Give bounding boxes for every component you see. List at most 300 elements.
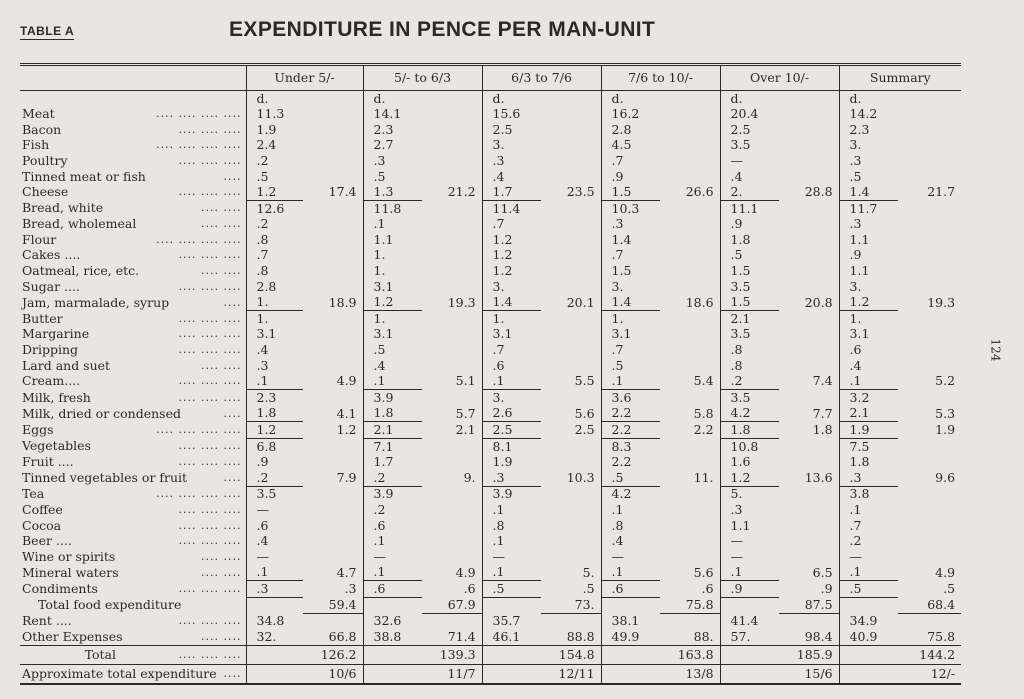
value-cell: 3. (839, 279, 898, 295)
subtotal-cell (541, 327, 601, 343)
value-cell: 1.6 (720, 455, 779, 471)
value-cell (246, 665, 303, 685)
subtotal-cell (541, 486, 601, 502)
subtotal-cell: 7.7 (812, 405, 833, 421)
subtotal-cell (541, 107, 601, 123)
subtotal-cell: .5 (943, 580, 956, 596)
subtotal-cell: 4.7 (336, 564, 357, 580)
approx-total-row (20, 665, 961, 685)
subtotal-cell (303, 107, 363, 123)
value-cell: .2 (246, 217, 303, 233)
value-cell: 1.2 (839, 295, 898, 311)
subtotal-cell (779, 486, 839, 502)
value-cell: 1.1 (839, 232, 898, 248)
value-cell: — (601, 549, 660, 565)
value-cell: 1.1 (839, 264, 898, 280)
subtotal-cell: 2.2 (693, 422, 714, 438)
column-header: Under 5/- (246, 65, 363, 91)
subtotal-cell (898, 138, 961, 154)
subtotal-cell (422, 169, 482, 185)
subtotal-cell (541, 279, 601, 295)
table-row (20, 232, 961, 248)
leader-dots: .... .... .... (178, 153, 242, 167)
value-cell: 2.1 (363, 422, 422, 439)
subtotal-cell (898, 502, 961, 518)
table-row (20, 169, 961, 185)
subtotal-cell (779, 390, 839, 406)
subtotal-cell: 6.5 (812, 564, 833, 580)
subtotal-cell (422, 455, 482, 471)
value-cell: .5 (601, 470, 660, 486)
subtotal-cell (660, 549, 720, 565)
row-label (20, 217, 246, 233)
row-label (20, 581, 246, 598)
value-cell: 15.6 (482, 107, 541, 123)
subtotal-cell: 4.9 (336, 373, 357, 389)
value-cell: .4 (482, 169, 541, 185)
value-cell: 4.2 (720, 406, 779, 422)
value-cell: 16.2 (601, 107, 660, 123)
subtotal-cell (779, 534, 839, 550)
subtotal-cell (422, 264, 482, 280)
value-cell: .1 (839, 374, 898, 390)
subtotal-cell: .6 (463, 580, 476, 596)
value-cell: 3. (482, 390, 541, 406)
value-cell: 11.8 (363, 201, 422, 217)
subtotal-cell: .6 (701, 580, 714, 596)
subtotal-cell (541, 91, 601, 107)
subtotal-cell (898, 311, 961, 327)
row-label (20, 549, 246, 565)
row-label-text: Bacon (22, 122, 62, 137)
value-cell: .2 (720, 374, 779, 390)
subtotal-cell (422, 279, 482, 295)
table-row (20, 201, 961, 217)
subtotal-cell: 7.9 (336, 470, 357, 486)
subtotal-cell: 66.8 (328, 629, 357, 645)
table-row (20, 486, 961, 502)
subtotal-cell: .3 (344, 580, 357, 596)
table-row (20, 295, 961, 311)
value-cell: .6 (482, 358, 541, 374)
subtotal-cell (660, 201, 720, 217)
subtotal-cell (422, 122, 482, 138)
row-label (20, 201, 246, 217)
subtotal-cell: 126.2 (303, 646, 363, 665)
subtotal-cell (541, 169, 601, 185)
unit-label: d. (720, 91, 779, 107)
subtotal-cell (303, 91, 363, 107)
value-cell: .3 (839, 470, 898, 486)
subtotal-cell (303, 311, 363, 327)
value-cell: 1.3 (363, 185, 422, 201)
value-cell: 3.1 (839, 327, 898, 343)
subtotal-cell: 71.4 (447, 629, 476, 645)
value-cell: .3 (482, 470, 541, 486)
value-cell: 1.9 (482, 455, 541, 471)
row-label (20, 185, 246, 201)
leader-dots: .... (223, 295, 242, 309)
value-cell: 32. (246, 630, 303, 646)
subtotal-cell (779, 201, 839, 217)
value-cell: 14.1 (363, 107, 422, 123)
subtotal-cell (660, 248, 720, 264)
leader-dots: .... .... .... (178, 518, 242, 532)
row-label-text: Vegetables (22, 438, 91, 454)
column-header: 7/6 to 10/- (601, 65, 720, 91)
row-label-text: Wine or spirits (22, 549, 116, 564)
row-label (20, 534, 246, 550)
value-cell: 1.1 (363, 232, 422, 248)
value-cell: 2.4 (246, 138, 303, 154)
leader-dots: .... .... .... .... (156, 232, 242, 246)
row-label (20, 598, 246, 614)
value-cell: .8 (482, 518, 541, 534)
subtotal-cell (660, 91, 720, 107)
value-cell (839, 598, 898, 614)
row-label (20, 358, 246, 374)
row-label-text: Cheese (22, 184, 69, 200)
value-cell: .7 (839, 518, 898, 534)
row-label-text: Milk, dried or condensed (22, 405, 181, 421)
value-cell: .1 (601, 374, 660, 390)
row-label (20, 455, 246, 471)
subtotal-cell: .9 (820, 580, 833, 596)
unit-label: d. (246, 91, 303, 107)
value-cell: .1 (482, 534, 541, 550)
row-label (20, 374, 246, 390)
subtotal-cell (779, 264, 839, 280)
row-label-text: Bread, wholemeal (22, 216, 137, 232)
subtotal-cell (303, 232, 363, 248)
value-cell: 8.1 (482, 439, 541, 455)
subtotal-cell: 19.3 (447, 294, 476, 310)
value-cell: 1.1 (720, 518, 779, 534)
value-cell: 3. (839, 138, 898, 154)
value-cell: .6 (246, 518, 303, 534)
value-cell: .3 (482, 153, 541, 169)
value-cell: .2 (839, 534, 898, 550)
subtotal-cell (422, 518, 482, 534)
value-cell (839, 646, 898, 665)
table-row (20, 439, 961, 455)
table-row (20, 153, 961, 169)
subtotal-cell (660, 169, 720, 185)
value-cell: 1.4 (839, 185, 898, 201)
row-label (20, 327, 246, 343)
subtotal-cell (660, 327, 720, 343)
leader-dots: .... .... .... (178, 648, 242, 662)
leader-dots: .... .... .... (178, 502, 242, 516)
value-cell: .4 (720, 169, 779, 185)
value-cell: .8 (601, 518, 660, 534)
subtotal-cell (541, 502, 601, 518)
subtotal-cell (660, 358, 720, 374)
value-cell (246, 598, 303, 614)
row-label-text: Mineral waters (22, 564, 119, 580)
leader-dots: .... .... (201, 565, 242, 579)
subtotal-cell (422, 358, 482, 374)
subtotal-cell (779, 549, 839, 565)
value-cell: 2.3 (246, 390, 303, 406)
value-cell: 1. (363, 248, 422, 264)
subtotal-cell (898, 390, 961, 406)
value-cell: .1 (246, 565, 303, 581)
subtotal-cell (779, 217, 839, 233)
row-label-text: Fish (22, 137, 50, 153)
value-cell: .7 (601, 248, 660, 264)
table-row (20, 138, 961, 154)
row-label (20, 91, 246, 107)
value-cell: 57. (720, 630, 779, 646)
value-cell: .3 (246, 581, 303, 598)
subtotal-cell: 5.4 (693, 373, 714, 389)
value-cell: 1. (601, 311, 660, 327)
value-cell: 1.8 (363, 406, 422, 422)
row-label (20, 646, 246, 665)
value-cell: 1.8 (720, 232, 779, 248)
subtotal-cell (541, 201, 601, 217)
subtotal-cell: 67.9 (422, 598, 482, 614)
subtotal-cell: 5.1 (455, 373, 476, 389)
table-row (20, 565, 961, 581)
subtotal-cell (898, 549, 961, 565)
subtotal-cell: 154.8 (541, 646, 601, 665)
leader-dots: .... .... .... (178, 581, 242, 595)
value-cell: .1 (363, 374, 422, 390)
value-cell: 38.8 (363, 630, 422, 646)
value-cell: 2.7 (363, 138, 422, 154)
value-cell: 3.1 (363, 327, 422, 343)
value-cell: .3 (601, 217, 660, 233)
subtotal-cell (779, 153, 839, 169)
value-cell: 1.8 (720, 422, 779, 439)
subtotal-cell: 20.1 (566, 294, 595, 310)
leader-dots: .... .... (201, 264, 242, 278)
value-cell: .8 (246, 264, 303, 280)
leader-dots: .... (223, 169, 242, 183)
page-title: EXPENDITURE IN PENCE PER MAN-UNIT (229, 18, 656, 41)
subtotal-cell: 23.5 (566, 184, 595, 200)
subtotal-cell (422, 390, 482, 406)
value-cell: .4 (601, 534, 660, 550)
leader-dots: .... .... .... (178, 327, 242, 341)
subtotal-cell: 11/7 (447, 666, 476, 682)
subtotal-cell: 5.7 (455, 405, 476, 421)
value-cell: 1. (363, 311, 422, 327)
subtotal-cell (422, 534, 482, 550)
subtotal-cell (303, 279, 363, 295)
row-label (20, 486, 246, 502)
value-cell: .7 (601, 153, 660, 169)
subtotal-cell: 75.8 (927, 629, 956, 645)
value-cell: 2.2 (601, 455, 660, 471)
subtotal-cell (660, 502, 720, 518)
subtotal-cell: 9.6 (935, 470, 956, 486)
value-cell: 2.5 (482, 422, 541, 439)
subtotal-cell (303, 343, 363, 359)
leader-dots: .... .... (201, 217, 242, 231)
leader-dots: .... .... .... (178, 390, 242, 404)
value-cell: 3. (482, 138, 541, 154)
subtotal-cell (660, 217, 720, 233)
value-cell: .1 (839, 565, 898, 581)
subtotal-cell: 5.3 (935, 405, 956, 421)
subtotal-cell: 5.6 (693, 564, 714, 580)
value-cell: 1.2 (482, 248, 541, 264)
value-cell: 1.2 (363, 295, 422, 311)
row-label-text: Coffee (22, 502, 63, 517)
subtotal-cell (660, 122, 720, 138)
subtotal-cell (660, 264, 720, 280)
leader-dots: .... .... .... .... (156, 423, 242, 437)
value-cell: 11.3 (246, 107, 303, 123)
value-cell: .1 (601, 565, 660, 581)
subtotal-cell: 10/6 (328, 666, 357, 682)
subtotal-cell (303, 486, 363, 502)
subtotal-cell: 87.5 (779, 598, 839, 614)
subtotal-cell (541, 518, 601, 534)
subtotal-cell: 88. (693, 629, 714, 645)
value-cell (720, 646, 779, 665)
row-label-text: Oatmeal, rice, etc. (22, 263, 140, 279)
value-cell: .2 (246, 470, 303, 486)
subtotal-cell (660, 534, 720, 550)
value-cell: 49.9 (601, 630, 660, 646)
table-row (20, 343, 961, 359)
subtotal-cell (541, 358, 601, 374)
subtotal-cell (898, 279, 961, 295)
subtotal-cell (779, 232, 839, 248)
unit-label: d. (482, 91, 541, 107)
subtotal-cell (898, 343, 961, 359)
subtotal-cell (541, 549, 601, 565)
table-row (20, 374, 961, 390)
subtotal-cell (303, 138, 363, 154)
value-cell: .6 (363, 581, 422, 598)
table-row (20, 279, 961, 295)
leader-dots: .... .... .... (178, 374, 242, 388)
subtotal-cell (660, 153, 720, 169)
subtotal-cell (898, 153, 961, 169)
subtotal-cell (422, 217, 482, 233)
value-cell: .5 (839, 581, 898, 598)
value-cell: 1. (839, 311, 898, 327)
value-cell: .1 (363, 565, 422, 581)
value-cell: .4 (246, 534, 303, 550)
value-cell: 32.6 (363, 614, 422, 630)
row-label (20, 295, 246, 311)
subtotal-cell (303, 390, 363, 406)
subtotal-cell (779, 107, 839, 123)
subtotal-cell (541, 614, 601, 630)
leader-dots: .... .... .... (178, 122, 242, 136)
subtotal-cell (422, 153, 482, 169)
value-cell: .3 (246, 358, 303, 374)
subtotal-cell: 13/8 (685, 666, 714, 682)
value-cell: 1. (246, 295, 303, 311)
row-label (20, 107, 246, 123)
subtotal-cell (303, 264, 363, 280)
subtotal-cell: 4.9 (455, 564, 476, 580)
value-cell: .2 (363, 470, 422, 486)
subtotal-cell (303, 217, 363, 233)
subtotal-cell (898, 248, 961, 264)
value-cell: 1.4 (482, 295, 541, 311)
subtotal-cell (541, 122, 601, 138)
value-cell: 7.5 (839, 439, 898, 455)
subtotal-cell: 4.9 (935, 564, 956, 580)
value-cell: .9 (246, 455, 303, 471)
value-cell: 4.2 (601, 486, 660, 502)
subtotal-cell (660, 614, 720, 630)
total-food-row (20, 598, 961, 614)
table-row (20, 122, 961, 138)
subtotal-cell (303, 201, 363, 217)
value-cell: 2.6 (482, 406, 541, 422)
subtotal-cell: 13.6 (804, 470, 833, 486)
subtotal-cell: 59.4 (303, 598, 363, 614)
value-cell: 1.5 (720, 264, 779, 280)
value-cell: 1. (482, 311, 541, 327)
value-cell: .7 (601, 343, 660, 359)
value-cell: 46.1 (482, 630, 541, 646)
subtotal-cell (898, 358, 961, 374)
subtotal-cell (303, 502, 363, 518)
value-cell: 2. (720, 185, 779, 201)
value-cell: .2 (246, 153, 303, 169)
value-cell: .3 (720, 502, 779, 518)
value-cell: 3.1 (246, 327, 303, 343)
row-label (20, 264, 246, 280)
row-label-text: Bread, white (22, 200, 104, 216)
subtotal-cell (898, 327, 961, 343)
subtotal-cell (541, 232, 601, 248)
column-header: Summary (839, 65, 961, 91)
value-cell: .4 (246, 343, 303, 359)
subtotal-cell: 73. (541, 598, 601, 614)
value-cell: .1 (246, 374, 303, 390)
row-label-text: Milk, fresh (22, 389, 91, 405)
leader-dots: .... .... .... (178, 455, 242, 469)
value-cell: 2.2 (601, 422, 660, 439)
subtotal-cell (422, 439, 482, 455)
value-cell: .7 (246, 248, 303, 264)
subtotal-cell (779, 91, 839, 107)
value-cell: 40.9 (839, 630, 898, 646)
table-row (20, 518, 961, 534)
value-cell: .6 (363, 518, 422, 534)
total-row (20, 646, 961, 665)
value-cell: 12.6 (246, 201, 303, 217)
subtotal-cell: 15/6 (804, 666, 833, 682)
subtotal-cell (303, 122, 363, 138)
subtotal-cell (541, 138, 601, 154)
value-cell: 3.5 (720, 138, 779, 154)
value-cell: .5 (363, 343, 422, 359)
leader-dots: .... .... (201, 630, 242, 644)
value-cell: .3 (839, 153, 898, 169)
subtotal-cell (660, 138, 720, 154)
subtotal-cell: 2.1 (455, 422, 476, 438)
table-row (20, 422, 961, 439)
subtotal-cell: 185.9 (779, 646, 839, 665)
value-cell: 3. (601, 279, 660, 295)
page-number: 124 (988, 338, 1003, 362)
value-cell: .4 (363, 358, 422, 374)
leader-dots: .... .... .... (178, 185, 242, 199)
table-row (20, 107, 961, 123)
